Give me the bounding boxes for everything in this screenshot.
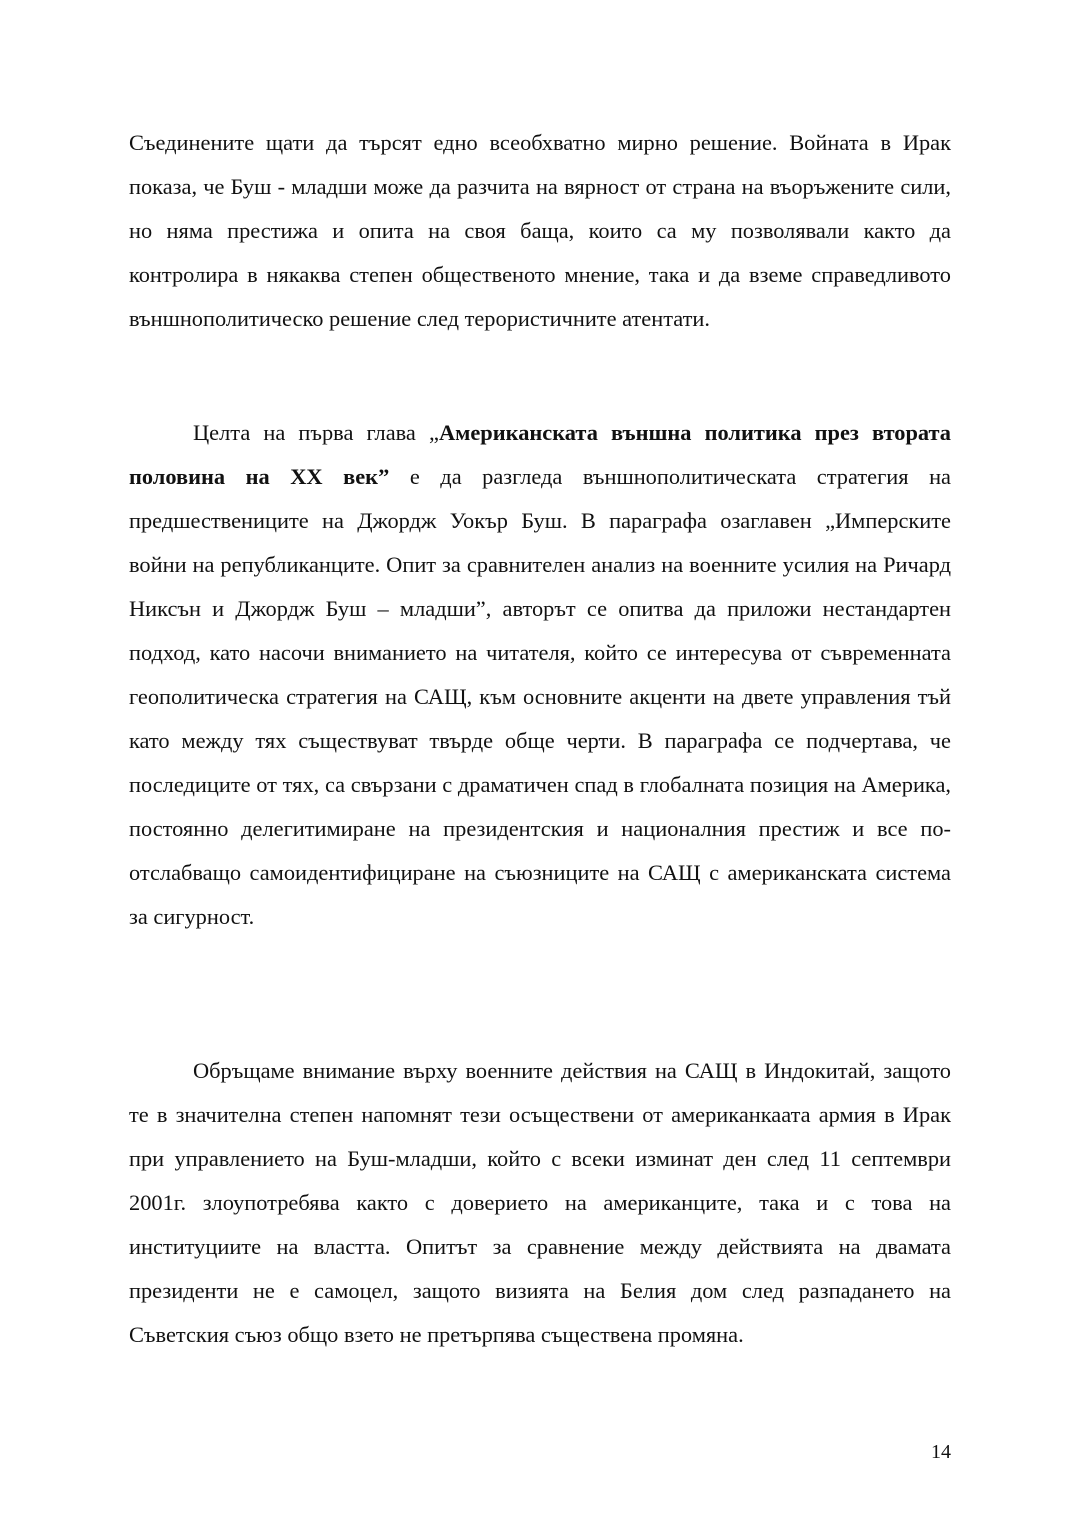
paragraph-2-end: е да разгледа външнополитическата стратегия на предшествениците на Джордж Уокър Буш. В параграфа озаглавен „Имперските войни на републиканците. Опит за сравнителен анализ на военните усилия на Ричард Никсън и Джордж Буш – младши”, авторът се опитва да приложи нестандартен подход, като насочи вниманието на читателя, който се интересува от съвременната геополитическа стратегия на САЩ, към основните акценти на двете управления тъй като между тях съществуват твърде обще черти. В параграфа се подчертава, че последиците от тях, са свързани с драматичен спад в глобалната позиция на Америка, постоянно делегитимиране на президентския и националния престиж и все по-отслабващо самоидентифициране на съюзниците на САЩ с американската система за сигурност.: [129, 464, 951, 929]
page-number: 14: [931, 1441, 951, 1463]
paragraph-2-start: Целта на първа глава „: [193, 420, 439, 445]
paragraph-2-text: [129, 411, 951, 939]
paragraph-1-text: Съединените щати да търсят едно всеобхватно мирно решение. Войната в Ирак показа, че Буш - младши може да разчита на вярност от страна на въоръжените сили, но няма престижа и опита на своя баща, които са му позволявали както да контролира в някаква степен общественото мнение, така и да вземе справедливото външнополитическо решение след терористичните атентати.: [129, 130, 951, 331]
paragraph-2: [129, 411, 951, 939]
paragraph-1: [129, 121, 951, 341]
chapter-title: Американската външна политика през втората половина на XX век”: [129, 420, 952, 489]
paragraph-3: [129, 1049, 951, 1357]
paragraph-3-text: Обръщаме внимание върху военните действия на САЩ в Индокитай, защото те в значителна степен напомнят тези осъществени от американкаата армия в Ирак при управлението на Буш-младши, който с всеки изминат ден след 11 септември 2001г. злоупотребява както с доверието на американците, така и с това на институциите на властта. Опитът за сравнение между действията на двамата президенти не е самоцел, защото визията на Белия дом след разпадането на Съветския съюз общо взето не претърпява съществена промяна.: [129, 1058, 951, 1347]
